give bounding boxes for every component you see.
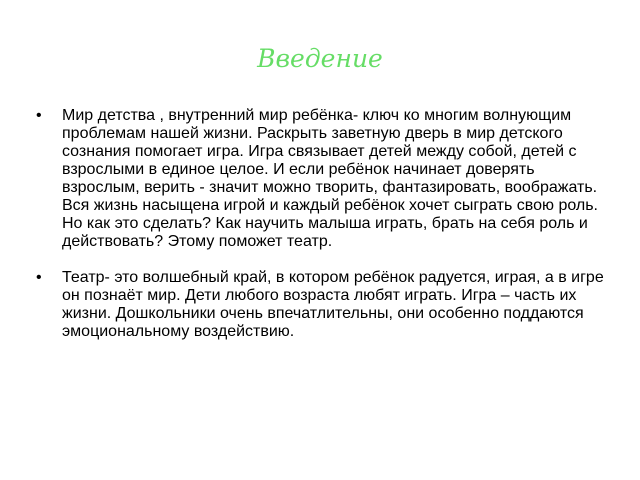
bullet-marker-icon: • — [36, 107, 42, 124]
bullet-text-2: Театр- это волшебный край, в котором ребёнок радуется, играя, а в игре он познаёт мир. Дети любого возраста любят играть. Игра – часть их жизни. Дошкольники очень впечатлительны, они особенно поддаются эмоциональному воздействию. — [62, 269, 604, 340]
bullet-item-2 — [36, 269, 616, 341]
bullet-list — [36, 107, 616, 359]
bullet-item-1 — [36, 107, 616, 251]
bullet-marker-icon: • — [36, 269, 42, 286]
bullet-text-1: Мир детства , внутренний мир ребёнка- ключ ко многим волнующим проблемам нашей жизни. Раскрыть заветную дверь в мир детского сознания помогает игра. Игра связывает детей между собой, детей с взрослыми в единое целое. И если ребёнок начинает доверять взрослым, верить - значит можно творить, фантазировать, воображать. Вся жизнь насыщена игрой и каждый ребёнок хочет сыграть свою роль. Но как это сделать? Как научить малыша играть, брать на себя роль и действовать? Этому поможет театр. — [62, 107, 598, 250]
slide-title: Введение — [257, 44, 383, 73]
